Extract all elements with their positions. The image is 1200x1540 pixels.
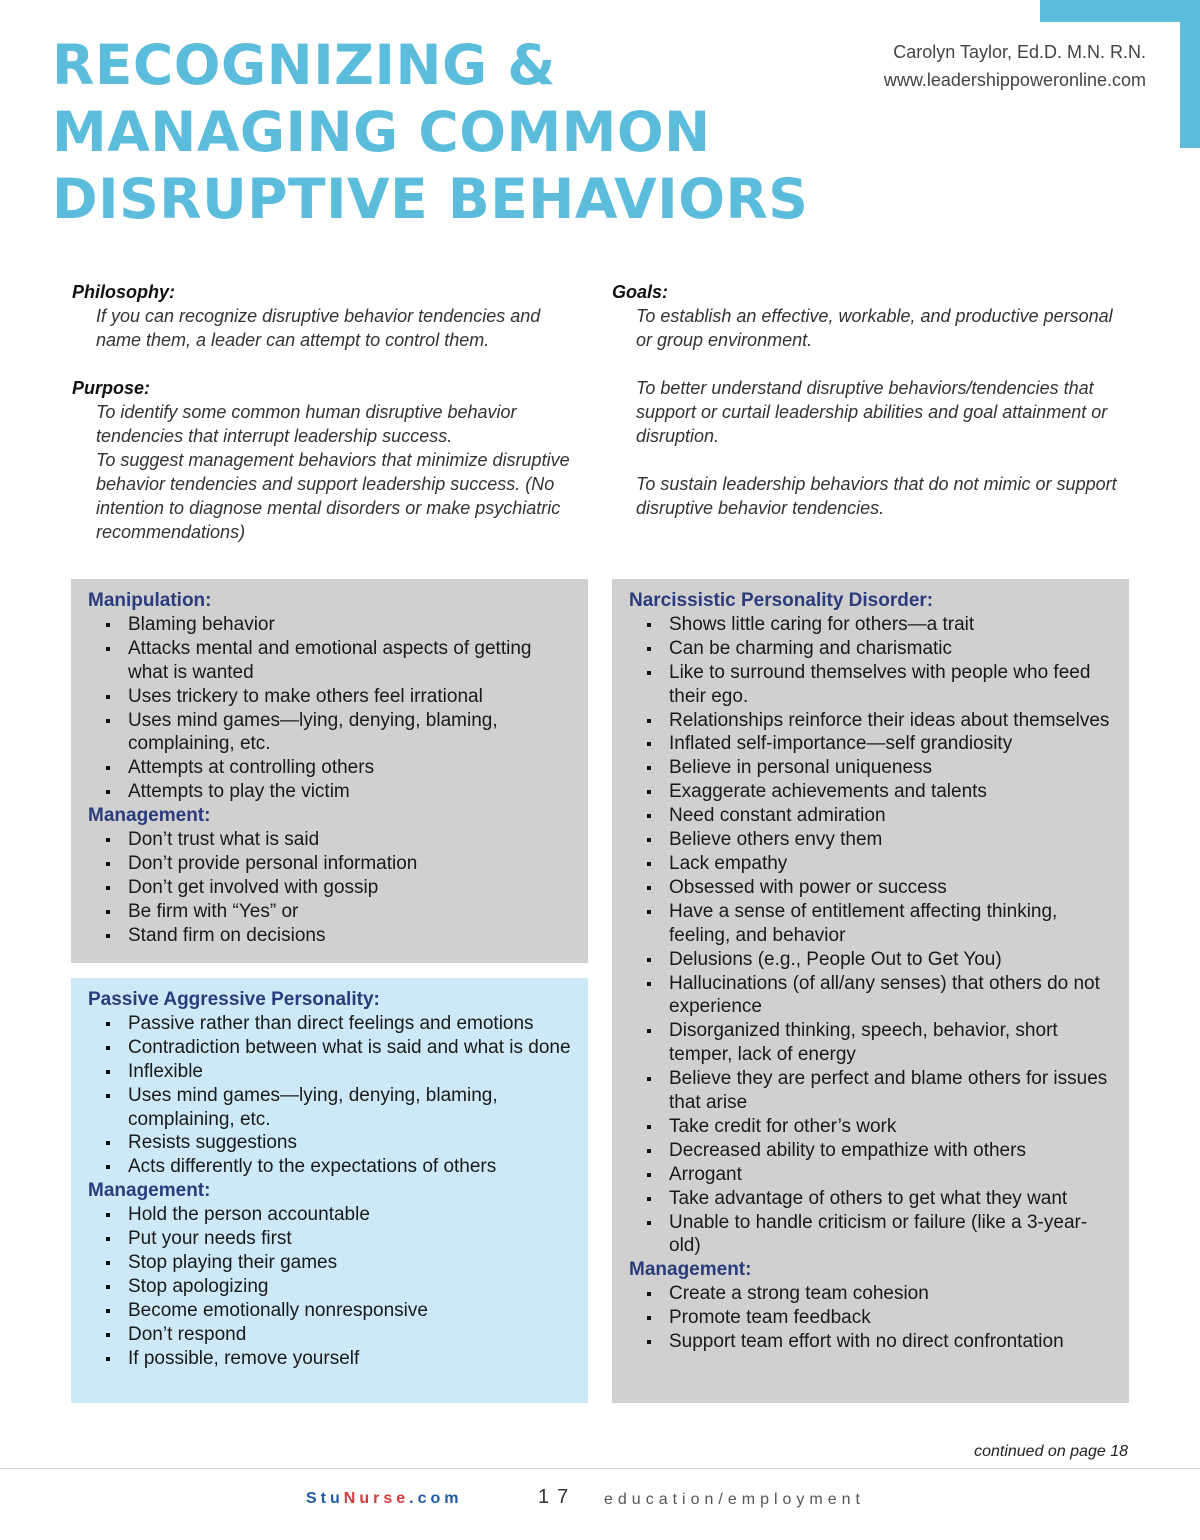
list-item: Need constant admiration — [629, 804, 1113, 828]
list-item: Don’t trust what is said — [88, 828, 572, 852]
list-item: Inflated self-importance—self grandiosity — [629, 732, 1113, 756]
corner-accent-bar — [1040, 0, 1200, 22]
list-item: Believe they are perfect and blame others for issues that arise — [629, 1067, 1113, 1115]
list-item: Uses trickery to make others feel irrational — [88, 685, 572, 709]
list-item: Have a sense of entitlement affecting thinking, feeling, and behavior — [629, 900, 1113, 948]
goal-text: To sustain leadership behaviors that do not mimic or support disruptive behavior tendencies. — [636, 474, 1117, 518]
list-item: Shows little caring for others—a trait — [629, 613, 1113, 637]
list-item: Become emotionally nonresponsive — [88, 1299, 572, 1323]
continued-note: continued on page 18 — [974, 1443, 1128, 1460]
purpose-text: To suggest management behaviors that minimize disruptive behavior tendencies and support leadership success. (No intention to diagnose mental disorders or make psychiatric recommendations) — [96, 450, 570, 542]
management-heading: Management: — [629, 1259, 752, 1281]
list-item: Contradiction between what is said and what is done — [88, 1036, 572, 1060]
page-footer — [0, 1486, 1200, 1516]
manipulation-list — [88, 613, 572, 804]
list-item: Hold the person accountable — [88, 1203, 572, 1227]
list-item: Take advantage of others to get what they want — [629, 1187, 1113, 1211]
list-item: Take credit for other’s work — [629, 1115, 1113, 1139]
list-item: Stand firm on decisions — [88, 924, 572, 948]
intro-right-column — [612, 280, 1132, 520]
list-item: Disorganized thinking, speech, behavior, short temper, lack of energy — [629, 1019, 1113, 1067]
narcissistic-management-list — [629, 1282, 1113, 1354]
page-title — [52, 32, 808, 233]
brand-stu: Stu — [306, 1490, 344, 1507]
list-item: Lack empathy — [629, 852, 1113, 876]
list-item: Like to surround themselves with people who feed their ego. — [629, 661, 1113, 709]
management-heading: Management: — [88, 1180, 211, 1202]
philosophy-text: If you can recognize disruptive behavior tendencies and name them, a leader can attempt to control them. — [96, 306, 541, 350]
narcissistic-heading: Narcissistic Personality Disorder: — [629, 590, 934, 611]
passive-aggressive-list — [88, 1012, 572, 1179]
list-item: Passive rather than direct feelings and emotions — [88, 1012, 572, 1036]
brand-com: .com — [409, 1490, 463, 1507]
list-item: Stop playing their games — [88, 1251, 572, 1275]
list-item: Put your needs first — [88, 1227, 572, 1251]
list-item: Inflexible — [88, 1060, 572, 1084]
list-item: Attempts to play the victim — [88, 780, 572, 804]
list-item: Don’t get involved with gossip — [88, 876, 572, 900]
list-item: Acts differently to the expectations of others — [88, 1155, 572, 1179]
list-item: Unable to handle criticism or failure (like a 3-year-old) — [629, 1211, 1113, 1259]
manipulation-heading: Manipulation: — [88, 590, 212, 611]
author-name: Carolyn Taylor, Ed.D. M.N. R.N. — [893, 42, 1146, 62]
list-item: Be firm with “Yes” or — [88, 900, 572, 924]
section-name: education/employment — [604, 1491, 865, 1508]
passive-aggressive-heading: Passive Aggressive Personality: — [88, 989, 380, 1010]
management-heading: Management: — [88, 805, 211, 827]
list-item: Blaming behavior — [88, 613, 572, 637]
list-item: Obsessed with power or success — [629, 876, 1113, 900]
philosophy-heading: Philosophy: — [72, 282, 175, 302]
list-item: Promote team feedback — [629, 1306, 1113, 1330]
manipulation-box — [71, 579, 588, 963]
list-item: Arrogant — [629, 1163, 1113, 1187]
list-item: Don’t provide personal information — [88, 852, 572, 876]
list-item: Delusions (e.g., People Out to Get You) — [629, 948, 1113, 972]
list-item: Believe in personal uniqueness — [629, 756, 1113, 780]
intro-left-column — [72, 280, 572, 544]
list-item: Hallucinations (of all/any senses) that others do not experience — [629, 972, 1113, 1020]
footer-divider — [0, 1468, 1200, 1469]
list-item: Uses mind games—lying, denying, blaming, complaining, etc. — [88, 709, 572, 757]
passive-aggressive-box — [71, 978, 588, 1403]
title-line: DISRUPTIVE BEHAVIORS — [52, 167, 809, 231]
list-item: Don’t respond — [88, 1323, 572, 1347]
page-number: 17 — [538, 1486, 577, 1508]
passive-aggressive-management-list — [88, 1203, 572, 1370]
list-item: Support team effort with no direct confrontation — [629, 1330, 1113, 1354]
list-item: Exaggerate achievements and talents — [629, 780, 1113, 804]
author-website: www.leadershippoweronline.com — [883, 70, 1146, 90]
list-item: Believe others envy them — [629, 828, 1113, 852]
goals-heading: Goals: — [612, 282, 669, 302]
list-item: Create a strong team cohesion — [629, 1282, 1113, 1306]
manipulation-management-list — [88, 828, 572, 948]
brand-logo — [306, 1490, 462, 1508]
list-item: Decreased ability to empathize with others — [629, 1139, 1113, 1163]
list-item: Attempts at controlling others — [88, 756, 572, 780]
purpose-text: To identify some common human disruptive behavior tendencies that interrupt leadership success. — [96, 402, 517, 446]
list-item: Can be charming and charismatic — [629, 637, 1113, 661]
author-block — [884, 38, 1146, 94]
list-item: If possible, remove yourself — [88, 1347, 572, 1371]
goal-text: To establish an effective, workable, and productive personal or group environment. — [636, 306, 1113, 350]
list-item: Attacks mental and emotional aspects of getting what is wanted — [88, 637, 572, 685]
narcissistic-list — [629, 613, 1113, 1258]
narcissistic-box — [612, 579, 1129, 1403]
goal-text: To better understand disruptive behaviors/tendencies that support or curtail leadership abilities and goal attainment or disruption. — [636, 378, 1108, 446]
list-item: Stop apologizing — [88, 1275, 572, 1299]
title-line: RECOGNIZING & — [52, 33, 556, 97]
purpose-heading: Purpose: — [72, 378, 151, 398]
list-item: Uses mind games—lying, denying, blaming, complaining, etc. — [88, 1084, 572, 1132]
title-line: MANAGING COMMON — [52, 100, 711, 164]
list-item: Resists suggestions — [88, 1131, 572, 1155]
brand-nurse: Nurse — [343, 1490, 410, 1507]
list-item: Relationships reinforce their ideas about themselves — [629, 709, 1113, 733]
corner-accent-side — [1180, 0, 1200, 148]
